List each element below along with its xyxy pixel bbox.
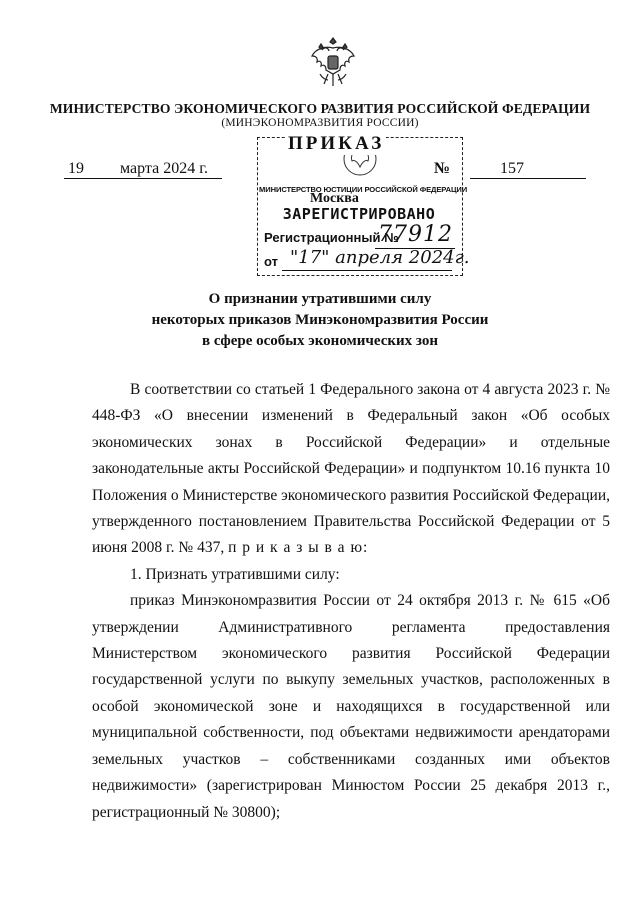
item-1-text: приказ Минэкономразвития России от 24 октября 2013 г. № 615 «Об утверждении Административного регламента предоставления Министерством экономического развития Российской Федерации государственной услуги по выкупу земельных участков, расположенных в особой экономической зоне и находящихся в государственной или муниципальной собственности, под объектами недвижимости арендаторами земельных участков – собственниками созданных ими объектов недвижимости» (зарегистрирован Минюстом России 25 декабря 2013 г., регистрационный № 30800); (92, 592, 610, 821)
title-line-3: в сфере особых экономических зон (202, 333, 438, 349)
order-day: 19 (68, 160, 84, 177)
number-sign: № (434, 160, 451, 177)
stamp-reg-number-label: Регистрационный № (264, 230, 399, 245)
stamp-reg-number: 77912 (378, 222, 453, 247)
stamp-city: Москва (310, 191, 359, 206)
title-line-2: некоторых приказов Минэкономразвития России (151, 312, 489, 328)
stamp-reg-date-underline (282, 270, 452, 271)
ministry-short-name: (МИНЭКОНОМРАЗВИТИЯ РОССИИ) (221, 117, 419, 129)
item-1-heading: 1. Признать утратившими силу: (130, 565, 340, 583)
order-word: п р и к а з ы в а ю: (228, 539, 369, 557)
ministry-name: МИНИСТЕРСТВО ЭКОНОМИЧЕСКОГО РАЗВИТИЯ РОССИЙСКОЙ ФЕДЕРАЦИИ (49, 101, 591, 116)
intro-text: В соответствии со статьей 1 Федерального закона от 4 августа 2023 г. № 448-ФЗ «О внесении изменений в Федеральный закон «Об особых экономических зонах в Российской Федерации» и отдельные законодательные акты Российской Федерации» и подпунктом 10.16 пункта 10 Положения о Министерстве экономического развития Российской Федерации, утвержденного постановлением Правительства Российской Федерации от 5 июня 2008 г. № 437, (92, 381, 610, 557)
order-month-year: марта 2024 г. (120, 160, 208, 177)
stamp-from-label: от (264, 254, 278, 269)
stamp-reg-date: "17" апреля 2024г. (290, 247, 470, 268)
stamp-doc-type: ПРИКАЗ (288, 133, 385, 154)
order-number: 157 (500, 160, 524, 177)
stamp-registered: ЗАРЕГИСТРИРОВАНО (282, 205, 436, 223)
intro-paragraph (92, 377, 610, 562)
title-line-1: О признании утратившими силу (208, 291, 432, 307)
coat-of-arms-icon (308, 34, 358, 90)
document-title (0, 289, 640, 352)
number-underline (470, 178, 586, 179)
document-body (92, 377, 610, 826)
date-underline (64, 178, 222, 179)
stamp-justice-ministry: МИНИСТЕРСТВО ЮСТИЦИИ РОССИЙСКОЙ ФЕДЕРАЦИИ (259, 185, 468, 194)
